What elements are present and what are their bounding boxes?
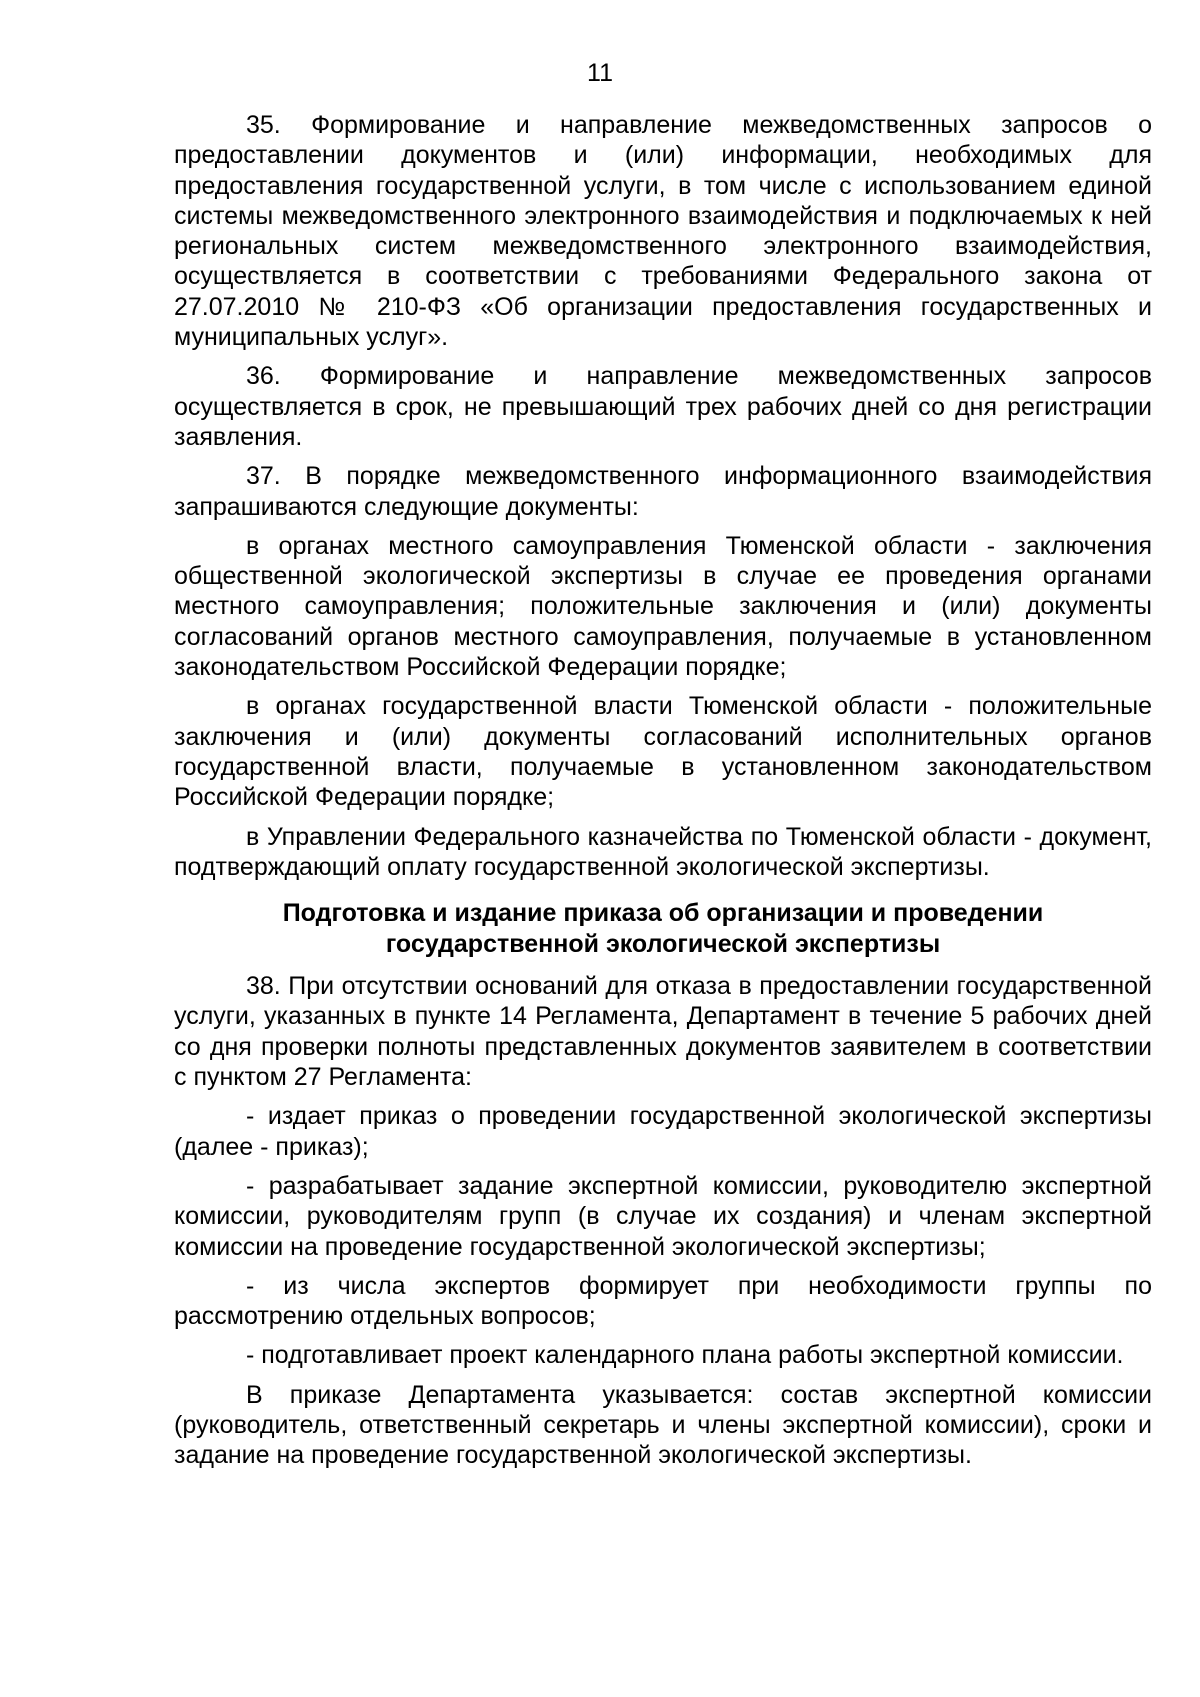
page-number: 11 — [587, 59, 613, 87]
section-heading — [174, 898, 1152, 960]
paragraph-36: 36. Формирование и направление межведомственных запросов осуществляется в срок, не превышающий трех рабочих дней со дня регистрации заявления. — [174, 362, 1152, 451]
list-item-issues-order: - издает приказ о проведении государственной экологической экспертизы (далее - приказ); — [174, 1102, 1152, 1161]
list-item-develops-assignment: - разрабатывает задание экспертной комиссии, руководителю экспертной комиссии, руководителям групп (в случае их создания) и членам экспертной комиссии на проведение государственной экологической экспертизы; — [174, 1171, 1152, 1261]
list-item-prepares-plan: - подготавливает проект календарного плана работы экспертной комиссии. — [246, 1341, 1124, 1370]
paragraph-37-state-authorities: в органах государственной власти Тюменской области - положительные заключения и (или) документы согласований исполнительных органов государственной власти, получаемые в установленном законодательством Российской Федерации порядке; — [174, 692, 1152, 812]
paragraph-37: 37. В порядке межведомственного информационного взаимодействия запрашиваются следующие документы: — [174, 462, 1152, 521]
paragraph-37-local-authorities: в органах местного самоуправления Тюменской области - заключения общественной экологической экспертизы в случае ее проведения органами местного самоуправления; положительные заключения и (или) документы согласований органов местного самоуправления, получаемые в установленном законодательством Российской Федерации порядке; — [174, 531, 1152, 682]
section-heading-line-2: государственной экологической экспертизы — [385, 930, 941, 959]
document-body — [174, 110, 1152, 1480]
paragraph-38: 38. При отсутствии оснований для отказа в предоставлении государственной услуги, указанных в пункте 14 Регламента, Департамент в течение 5 рабочих дней со дня проверки полноты представленных документов заявителем в соответствии с пунктом 27 Регламента: — [174, 972, 1152, 1092]
section-heading-line-1: Подготовка и издание приказа об организации и проведении — [282, 899, 1044, 928]
paragraph-37-treasury: в Управлении Федерального казначейства по Тюменской области - документ, подтверждающий оплату государственной экологической экспертизы. — [174, 822, 1152, 881]
paragraph-35: 35. Формирование и направление межведомственных запросов о предоставлении документов и (или) информации, необходимых для предоставления государственной услуги, в том числе с использованием единой системы межведомственного электронного взаимодействия и подключаемых к ней региональных систем межведомственного электронного взаимодействия, осуществляется в соответствии с требованиями Федерального закона от 27.07.2010 № 210-ФЗ «Об организации предоставления государственных и муниципальных услуг». — [174, 111, 1152, 352]
list-item-forms-groups: - из числа экспертов формирует при необходимости группы по рассмотрению отдельных вопросов; — [174, 1271, 1152, 1331]
paragraph-order-contents: В приказе Департамента указывается: состав экспертной комиссии (руководитель, ответственный секретарь и члены экспертной комиссии), сроки и задание на проведение государственной экологической экспертизы. — [174, 1380, 1152, 1470]
